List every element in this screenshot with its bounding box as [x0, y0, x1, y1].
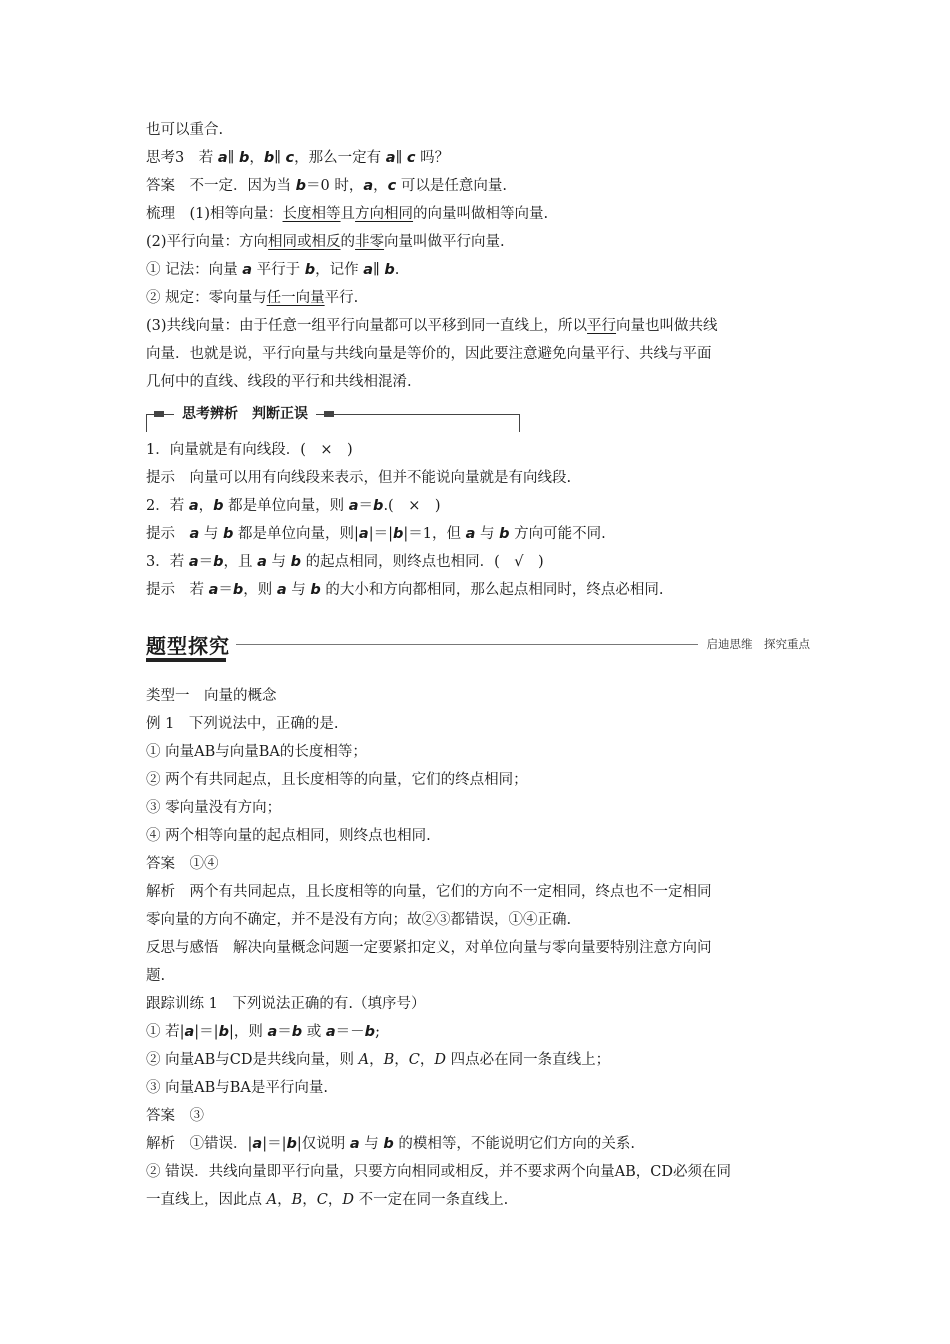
- rule-line: ② 规定：零向量与任一向量平行.: [146, 290, 359, 306]
- section-title-underline: [146, 658, 226, 662]
- training-option-2: ② 向量AB与CD是共线向量，则 A，B，C，D 四点必在同一条直线上；: [146, 1052, 611, 1068]
- hint-1: 提示 向量可以用有向线段来表示，但并不能说向量就是有向线段.: [146, 470, 572, 486]
- judge-item-3: 3．若 a＝b，且 a 与 b 的起点相同，则终点也相同．( √ ): [146, 554, 544, 570]
- header-left-cap: [146, 414, 147, 432]
- think-section-header: [146, 406, 520, 434]
- header-right-cap: [519, 414, 520, 432]
- analysis-3: ② 错误．共线向量即平行向量，只要方向相同或相反，并不要求两个向量AB，CD必须在同: [146, 1164, 731, 1180]
- analysis-1-continued: 零向量的方向不确定，并不是没有方向；故②③都错误，①④正确.: [146, 912, 572, 928]
- summary-line-2: (2)平行向量：方向相同或相反的非零向量叫做平行向量.: [146, 234, 505, 250]
- judge-item-1: 1．向量就是有向线段．( × ): [146, 442, 353, 458]
- hint-2: 提示 a 与 b 都是单位向量，则|a|＝|b|＝1，但 a 与 b 方向可能不同.: [146, 526, 606, 542]
- section-header: [146, 630, 810, 662]
- section-subtitle: 启迪思维 探究重点: [706, 637, 810, 651]
- collinear-line-3: 几何中的直线、线段的平行和共线相混淆.: [146, 374, 412, 390]
- section-title: 题型探究: [146, 634, 230, 658]
- training-1: 跟踪训练 1 下列说法正确的有.（填序号）: [146, 996, 426, 1012]
- example-option-1: ① 向量AB与向量BA的长度相等；: [146, 744, 367, 760]
- type-heading: 类型一 向量的概念: [146, 688, 277, 704]
- hint-3: 提示 若 a＝b，则 a 与 b 的大小和方向都相同，那么起点相同时，终点必相同.: [146, 582, 664, 598]
- example-option-4: ④ 两个相等向量的起点相同，则终点也相同.: [146, 828, 431, 844]
- answer-line: 答案 不一定．因为当 b＝0 时，a，c 可以是任意向量.: [146, 178, 507, 194]
- training-option-3: ③ 向量AB与BA是平行向量.: [146, 1080, 328, 1096]
- notation-line: ① 记法：向量 a 平行于 b，记作 a∥ b.: [146, 262, 400, 278]
- collinear-line-1: (3)共线向量：由于任意一组平行向量都可以平移到同一直线上，所以平行向量也叫做共线: [146, 318, 718, 334]
- example-option-3: ③ 零向量没有方向；: [146, 800, 282, 816]
- text-line: 也可以重合.: [146, 122, 224, 138]
- think-question-3: 思考3 若 a∥ b，b∥ c，那么一定有 a∥ c 吗？: [146, 150, 450, 166]
- collinear-line-2: 向量．也就是说，平行向量与共线向量是等价的，因此要注意避免向量平行、共线与平面: [146, 346, 712, 362]
- judge-item-2: 2．若 a，b 都是单位向量，则 a＝b.( × ): [146, 498, 441, 514]
- example-option-2: ② 两个有共同起点，且长度相等的向量，它们的终点相同；: [146, 772, 528, 788]
- answer-2: 答案 ③: [146, 1108, 204, 1124]
- training-option-1: ① 若|a|＝|b|，则 a＝b 或 a＝－b;: [146, 1024, 380, 1040]
- think-section-title: 思考辨析 判断正误: [174, 403, 316, 423]
- reflection: 反思与感悟 解决向量概念问题一定要紧扣定义，对单位向量与零向量要特别注意方向问: [146, 940, 712, 956]
- summary-line-1: 梳理 (1)相等向量：长度相等且方向相同的向量叫做相等向量.: [146, 206, 549, 222]
- answer-1: 答案 ①④: [146, 856, 219, 872]
- analysis-4: 一直线上，因此点 A，B，C，D 不一定在同一条直线上.: [146, 1192, 509, 1208]
- header-right-marker: [324, 411, 334, 417]
- reflection-continued: 题.: [146, 968, 166, 984]
- analysis-1: 解析 两个有共同起点，且长度相等的向量，它们的方向不一定相同，终点也不一定相同: [146, 884, 712, 900]
- analysis-2: 解析 ①错误．|a|＝|b|仅说明 a 与 b 的模相等，不能说明它们方向的关系.: [146, 1136, 635, 1152]
- header-left-marker: [154, 411, 164, 417]
- example-1: 例 1 下列说法中，正确的是.: [146, 716, 339, 732]
- section-rule: [236, 644, 698, 645]
